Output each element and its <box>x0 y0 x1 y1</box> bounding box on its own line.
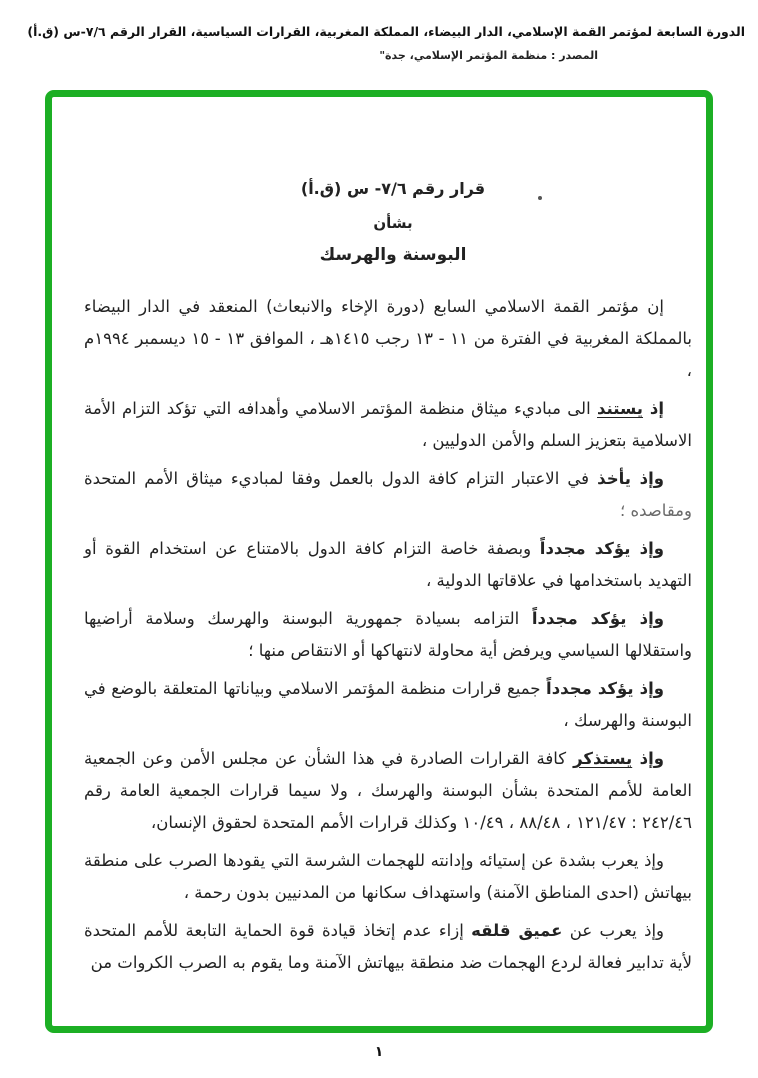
green-border-frame <box>45 90 713 1033</box>
page-number: ١ <box>374 1044 384 1060</box>
resolution-subject-line: البوسنة والهرسك <box>319 245 467 265</box>
paragraph-segment: جميع قرارات منظمة المؤتمر الاسلامي وبياناتها المتعلقة بالوضع في البوسنة والهرسك ، <box>84 679 692 730</box>
paragraph-segment: كافة القرارات الصادرة في هذا الشأن عن مجلس الأمن وعن الجمعية العامة للأمم المتحدة بشأن البوسنة والهرسك ، ولا سيما قرارات الجمعية العامة رقم ٢٤٢/٤٦ : ١٢١/٤٧ ، ٨٨/٤٨ ، ١٠/٤٩ وكذلك قرارات الأمم المتحدة لحقوق الإنسان، <box>84 749 692 832</box>
paragraph-segment: وإذ يؤكد مجدداً <box>539 539 665 558</box>
paragraph-segment: وإذ يؤكد مجدداً <box>531 609 664 628</box>
paragraph <box>84 603 692 667</box>
paragraph-segment: وإذ يعرب عن <box>562 921 664 940</box>
paragraph-segment: الى مباديء ميثاق منظمة المؤتمر الاسلامي وأهدافه التي تؤكد التزام الأمة الاسلامية بتعزيز السلم والأمن الدوليين ، <box>84 399 692 450</box>
paragraph <box>84 463 692 527</box>
resolution-title-block <box>66 179 713 265</box>
paragraph-segment: يستذكر <box>573 749 633 768</box>
paragraph-segment: يستند <box>597 399 644 418</box>
resolution-body <box>52 291 706 979</box>
paragraph-segment: عميق قلقه <box>471 921 563 940</box>
paragraph-segment: وإذ يأخذ <box>597 469 664 488</box>
paragraph-segment: وإذ يعرب بشدة عن إستيائه وإدانته للهجمات الشرسة التي يقودها الصرب على منطقة بيهاتش (احدى المناطق الآمنة) واستهداف سكانها من المدنيين بدون رحمة ، <box>84 851 692 902</box>
paragraph <box>84 291 692 387</box>
document-header <box>0 24 758 62</box>
paragraph <box>84 533 692 597</box>
paragraph-segment: التزامه بسيادة جمهورية البوسنة والهرسك وسلامة أراضيها واستقلالها السياسي ويرفض أية محاولة لانتهاكها أو الانتقاص منها ؛ <box>84 609 692 660</box>
paragraph-segment: وإذ <box>632 749 664 768</box>
paragraph-segment: إزاء عدم إتخاذ قيادة قوة الحماية التابعة للأمم المتحدة لأية تدابير فعالة لردع الهجمات ضد منطقة بيهاتش الآمنة وما يقوم به الصرب الكروات من <box>84 921 692 972</box>
paragraph <box>84 393 692 457</box>
resolution-regarding-line: بشأن <box>373 214 413 232</box>
paragraph <box>84 915 692 979</box>
paragraph-segment: إذ <box>643 399 664 418</box>
paragraph <box>84 845 692 909</box>
header-citation-line: الدورة السابعة لمؤتمر القمة الإسلامي، الدار البيضاء، المملكة المغربية، القرارات السياسية، القرار الرقم ٧/٦-س (ق.أ) <box>27 24 745 39</box>
paragraph <box>84 743 692 839</box>
paragraph-segment: في الاعتبار التزام كافة الدول بالعمل وفقا لمباديء ميثاق الأمم المتحدة <box>84 469 598 488</box>
resolution-number-line: قرار رقم ٧/٦- س (ق.أ) <box>300 179 486 198</box>
paragraph-segment: وإذ يؤكد مجدداً <box>546 679 665 698</box>
paragraph <box>84 673 692 737</box>
paragraph-segment: ومقاصده ؛ <box>620 501 692 520</box>
paragraph-segment: إن مؤتمر القمة الاسلامي السابع (دورة الإخاء والانبعاث) المنعقد في الدار البيضاء بالمملكة المغربية في الفترة من ١١ - ١٣ رجب ١٤١٥هـ ، الموافق ١٣ - ١٥ ديسمبر ١٩٩٤م ، <box>84 297 692 380</box>
header-source-line: المصدر : منظمة المؤتمر الإسلامي، جدة" <box>379 49 598 62</box>
paragraph-segment: وبصفة خاصة التزام كافة الدول بالامتناع عن استخدام القوة أو التهديد باستخدامها في علاقاتها الدولية ، <box>84 539 692 590</box>
